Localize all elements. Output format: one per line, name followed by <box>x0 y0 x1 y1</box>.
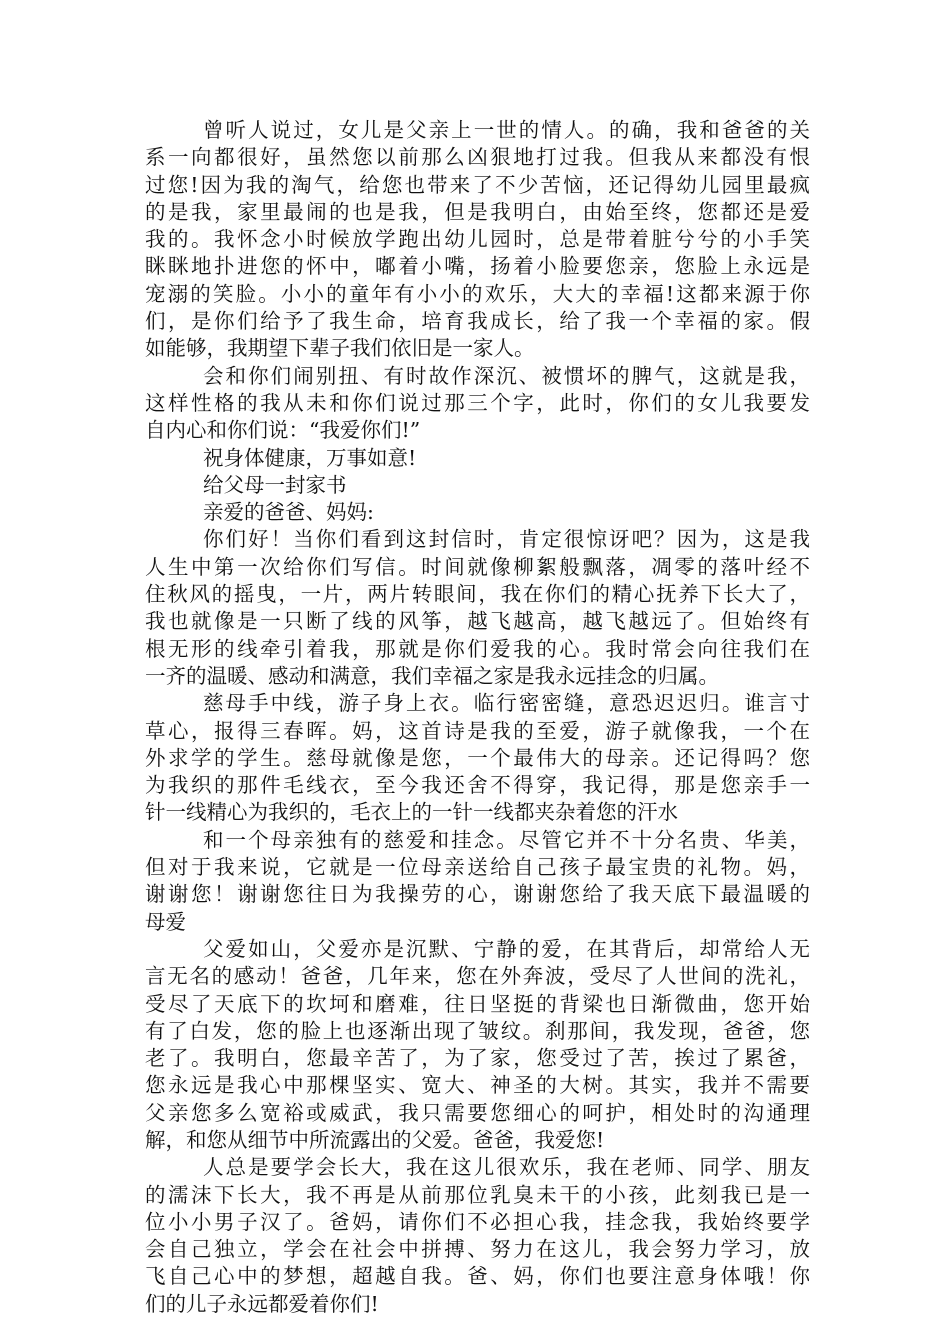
text-line: 如能够，我期望下辈子我们依旧是一家人。 <box>145 336 535 361</box>
text-line: 会和你们闹别扭、有时故作深沉、被惯坏的脾气，这就是我， <box>203 363 810 388</box>
text-line: 父亲您多么宽裕或威武，我只需要您细心的呵护，相处时的沟通理 <box>145 1100 810 1125</box>
text-line: 亲爱的爸爸、妈妈: <box>203 500 374 525</box>
text-line: 过您!因为我的淘气，给您也带来了不少苦恼，还记得幼儿园里最疯 <box>145 172 810 197</box>
text-line: 针一线精心为我织的，毛衣上的一针一线都夹杂着您的汗水 <box>145 800 678 825</box>
text-line: 解，和您从细节中所流露出的父爱。爸爸，我爱您! <box>145 1127 605 1152</box>
text-line: 曾听人说过，女儿是父亲上一世的情人。的确，我和爸爸的关 <box>203 118 810 142</box>
text-line: 人总是要学会长大，我在这儿很欢乐，我在老师、同学、朋友 <box>203 1155 810 1180</box>
text-line: 一齐的温暖、感动和满意，我们幸福之家是我永远挂念的归属。 <box>145 663 719 688</box>
text-line: 这样性格的我从未和你们说过那三个字，此时，你们的女儿我要发 <box>145 390 810 415</box>
text-line: 有了白发，您的脸上也逐渐出现了皱纹。刹那间，我发现，爸爸，您 <box>145 1018 810 1043</box>
text-line: 和一个母亲独有的慈爱和挂念。尽管它并不十分名贵、华美， <box>203 827 810 852</box>
text-line: 住秋风的摇曳，一片，两片转眼间，我在你们的精心抚养下长大了， <box>145 582 810 607</box>
text-line: 为我织的那件毛线衣，至今我还舍不得穿，我记得，那是您亲手一 <box>145 773 810 798</box>
text-line: 谢谢您！谢谢您往日为我操劳的心，谢谢您给了我天底下最温暖的 <box>145 882 810 907</box>
text-line: 的濡沫下长大，我不再是从前那位乳臭未干的小孩，此刻我已是一 <box>145 1182 810 1207</box>
text-line: 们，是你们给予了我生命，培育我成长，给了我一个幸福的家。假 <box>145 309 810 334</box>
text-line: 给父母一封家书 <box>203 472 347 497</box>
text-line: 但对于我来说，它就是一位母亲送给自己孩子最宝贵的礼物。妈， <box>145 855 810 880</box>
text-line: 位小小男子汉了。爸妈，请你们不必担心我，挂念我，我始终要学 <box>145 1209 810 1234</box>
text-line: 我也就像是一只断了线的风筝，越飞越高，越飞越远了。但始终有 <box>145 609 810 634</box>
text-line: 飞自己心中的梦想，超越自我。爸、妈，你们也要注意身体哦！你 <box>145 1264 810 1289</box>
text-line: 祝身体健康，万事如意! <box>203 445 417 470</box>
text-line: 父爱如山，父爱亦是沉默、宁静的爱，在其背后，却常给人无 <box>203 936 810 961</box>
text-line: 外求学的学生。慈母就像是您，一个最伟大的母亲。还记得吗？您 <box>145 745 810 770</box>
text-line: 宠溺的笑脸。小小的童年有小小的欢乐，大大的幸福!这都来源于你 <box>145 281 810 306</box>
text-line: 根无形的线牵引着我，那就是你们爱我的心。我时常会向往我们在 <box>145 636 810 661</box>
text-line: 慈母手中线，游子身上衣。临行密密缝，意恐迟迟归。谁言寸 <box>203 691 810 716</box>
text-line: 的是我，家里最闹的也是我，但是我明白，由始至终，您都还是爱 <box>145 199 810 224</box>
text-line: 人生中第一次给你们写信。时间就像柳絮般飘落，凋零的落叶经不 <box>145 554 810 579</box>
text-line: 言无名的感动！爸爸，几年来，您在外奔波，受尽了人世间的洗礼， <box>145 964 810 989</box>
text-line: 自内心和你们说：“我爱你们!” <box>145 418 421 443</box>
text-line: 系一向都很好，虽然您以前那么凶狠地打过我。但我从来都没有恨 <box>145 145 810 170</box>
text-line: 你们好！当你们看到这封信时，肯定很惊讶吧？因为，这是我 <box>203 527 810 552</box>
text-line: 会自己独立，学会在社会中拼搏、努力在这儿，我会努力学习，放 <box>145 1237 810 1262</box>
text-line: 们的儿子永远都爱着你们! <box>145 1291 379 1316</box>
text-line: 眯眯地扑进您的怀中，嘟着小嘴，扬着小脸要您亲，您脸上永远是 <box>145 254 810 279</box>
text-line: 老了。我明白，您最辛苦了，为了家，您受过了苦，挨过了累爸， <box>145 1046 810 1071</box>
document-body <box>145 117 810 1318</box>
text-line: 母爱 <box>145 909 186 934</box>
text-line: 受尽了天底下的坎坷和磨难，往日坚挺的背梁也日渐微曲，您开始 <box>145 991 810 1016</box>
text-line: 您永远是我心中那棵坚实、宽大、神圣的大树。其实，我并不需要 <box>145 1073 810 1098</box>
text-line: 草心，报得三春晖。妈，这首诗是我的至爱，游子就像我，一个在 <box>145 718 810 743</box>
text-line: 我的。我怀念小时候放学跑出幼儿园时，总是带着脏兮兮的小手笑 <box>145 227 810 252</box>
